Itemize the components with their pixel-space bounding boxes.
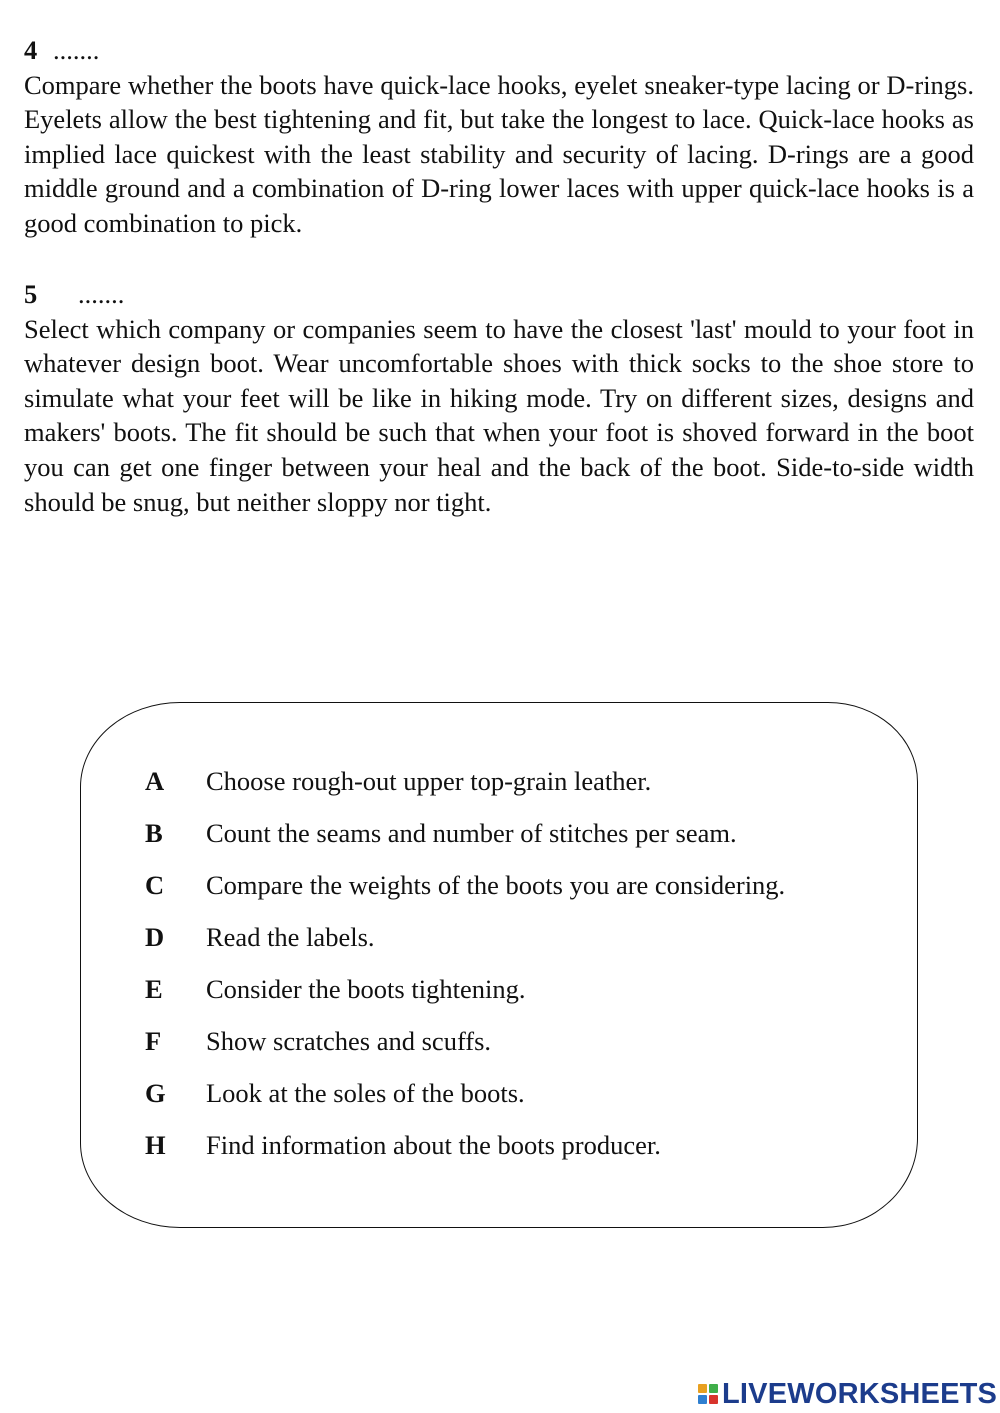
option-d xyxy=(145,921,375,953)
option-h xyxy=(145,1129,661,1161)
section-5-number: 5 xyxy=(24,279,38,309)
section-4-paragraph: Compare whether the boots have quick-lace hooks, eyelet sneaker-type lacing or D-rings. Eyelets allow the best tightening and fit, but take the longest to lace. Quick-lace hooks as implied lace quickest with the least stability and security of lacing. D-rings are a good middle ground and a combination of D-ring lower laces with upper quick-lace hooks is a good combination to pick. xyxy=(24,69,974,238)
section-4-heading xyxy=(24,33,974,68)
logo-square xyxy=(709,1384,718,1393)
option-text: Look at the soles of the boots. xyxy=(206,1078,525,1108)
option-text: Show scratches and scuffs. xyxy=(206,1026,492,1056)
logo-square xyxy=(709,1395,718,1404)
section-4-answer-blank[interactable]: ....... xyxy=(53,35,100,65)
logo-text: LIVEWORKSHEETS xyxy=(722,1377,998,1410)
logo-grid-icon xyxy=(698,1384,718,1404)
option-f xyxy=(145,1025,491,1057)
option-b xyxy=(145,817,737,849)
option-a xyxy=(145,765,651,797)
option-text: Consider the boots tightening. xyxy=(206,974,526,1004)
section-5-paragraph: Select which company or companies seem to have the closest 'last' mould to your foot in whatever design boot. Wear uncomfortable shoes with thick socks to the shoe store to simulate what your feet will be like in hiking mode. Try on different sizes, designs and makers' boots. The fit should be such that when your foot is shoved forward in the boot you can get one finger between your heal and the back of the boot. Side-to-side width should be snug, but neither sloppy nor tight. xyxy=(24,313,974,517)
option-text: Compare the weights of the boots you are considering. xyxy=(206,870,786,900)
section-5-heading xyxy=(24,277,974,312)
section-5 xyxy=(24,277,974,519)
option-text: Choose rough-out upper top-grain leather. xyxy=(206,766,652,796)
option-letter: H xyxy=(145,1130,166,1160)
option-text: Find information about the boots producer. xyxy=(206,1130,661,1160)
option-e xyxy=(145,973,525,1005)
logo-square xyxy=(698,1395,707,1404)
option-letter: E xyxy=(145,974,163,1004)
option-letter: D xyxy=(145,922,165,952)
option-letter: A xyxy=(145,766,165,796)
option-letter: G xyxy=(145,1078,166,1108)
option-letter: F xyxy=(145,1026,162,1056)
option-g xyxy=(145,1077,525,1109)
option-text: Read the labels. xyxy=(206,922,375,952)
option-letter: C xyxy=(145,870,165,900)
options-box xyxy=(80,702,918,1228)
section-5-answer-blank[interactable]: ....... xyxy=(78,279,125,309)
section-4-number: 4 xyxy=(24,35,38,65)
option-text: Count the seams and number of stitches per seam. xyxy=(206,818,737,848)
option-letter: B xyxy=(145,818,163,848)
option-c xyxy=(145,869,785,901)
liveworksheets-logo xyxy=(698,1378,997,1410)
logo-square xyxy=(698,1384,707,1393)
section-4 xyxy=(24,33,974,241)
